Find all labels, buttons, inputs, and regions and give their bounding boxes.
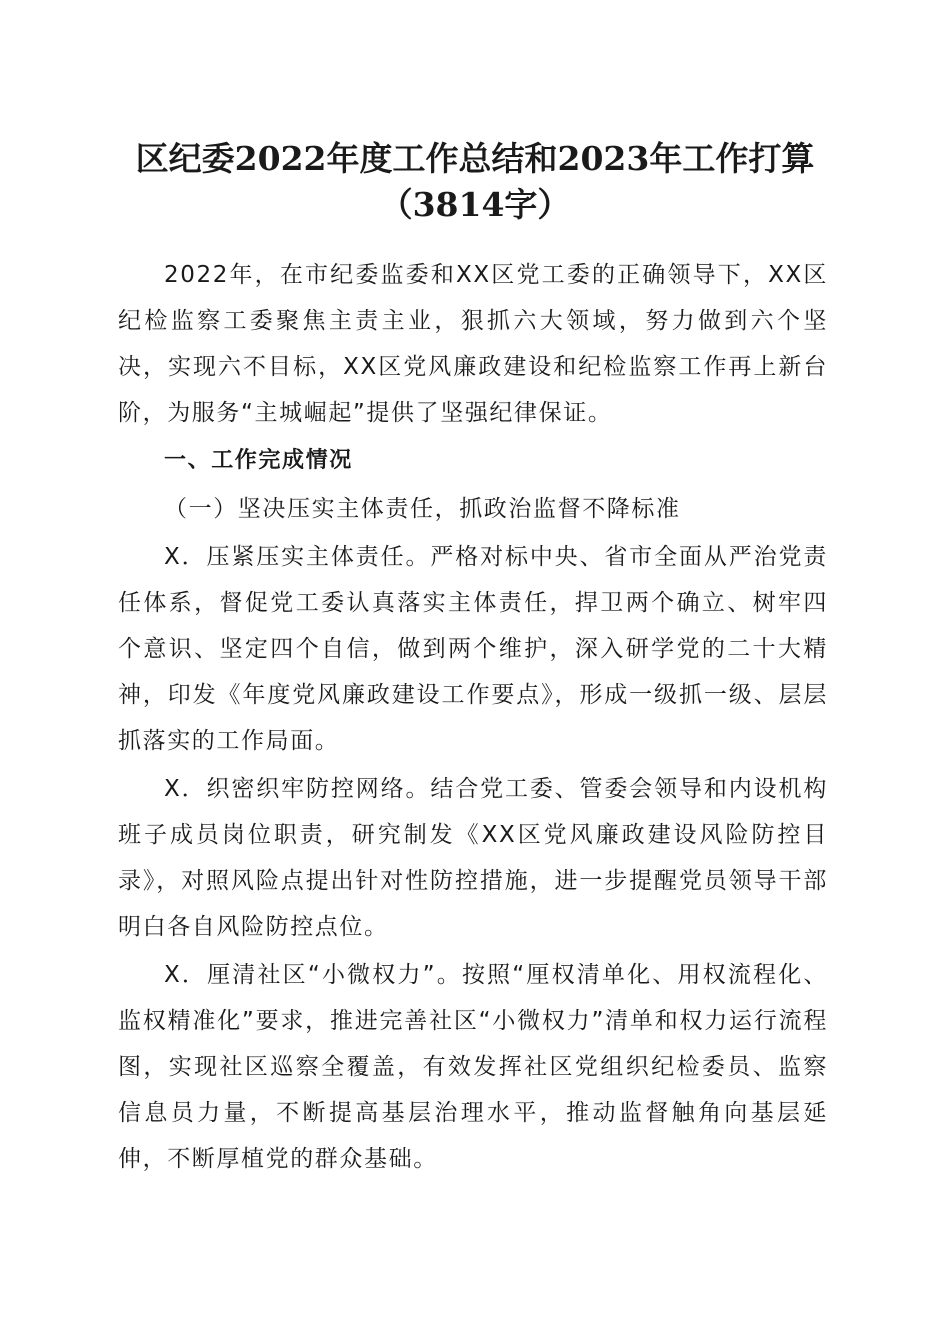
document-title-wordcount: （3814字） — [379, 185, 571, 224]
subsection-heading: （一）坚决压实主体责任，抓政治监督不降标准 — [164, 496, 681, 522]
document-body — [118, 252, 828, 1184]
body-paragraph: X．压紧压实主体责任。严格对标中央、省市全面从严治党责任体系，督促党工委认真落实主体责任，捍卫两个确立、树牢四个意识、坚定四个自信，做到两个维护，深入研学党的二十大精神，印发《年度党风廉政建设工作要点》，形成一级抓一级、层层抓落实的工作局面。 — [118, 544, 828, 754]
intro-paragraph: 2022年，在市纪委监委和XX区党工委的正确领导下，XX区纪检监察工委聚焦主责主业，狠抓六大领域，努力做到六个坚决，实现六不目标，XX区党风廉政建设和纪检监察工作再上新台阶，为服务“主城崛起”提供了坚强纪律保证。 — [118, 262, 828, 426]
body-paragraph: X．厘清社区“小微权力”。按照“厘权清单化、用权流程化、监权精准化”要求，推进完善社区“小微权力”清单和权力运行流程图，实现社区巡察全覆盖，有效发挥社区党组织纪检委员、监察信息员力量，不断提高基层治理水平，推动监督触角向基层延伸，不断厚植党的群众基础。 — [118, 962, 828, 1172]
section-heading: 一、工作完成情况 — [164, 448, 353, 473]
body-paragraph: X．织密织牢防控网络。结合党工委、管委会领导和内设机构班子成员岗位职责，研究制发《XX区党风廉政建设风险防控目录》，对照风险点提出针对性防控措施，进一步提醒党员领导干部明白各自风险防控点位。 — [118, 776, 828, 940]
document-title: 区纪委2022年度工作总结和2023年工作打算 — [135, 139, 815, 178]
